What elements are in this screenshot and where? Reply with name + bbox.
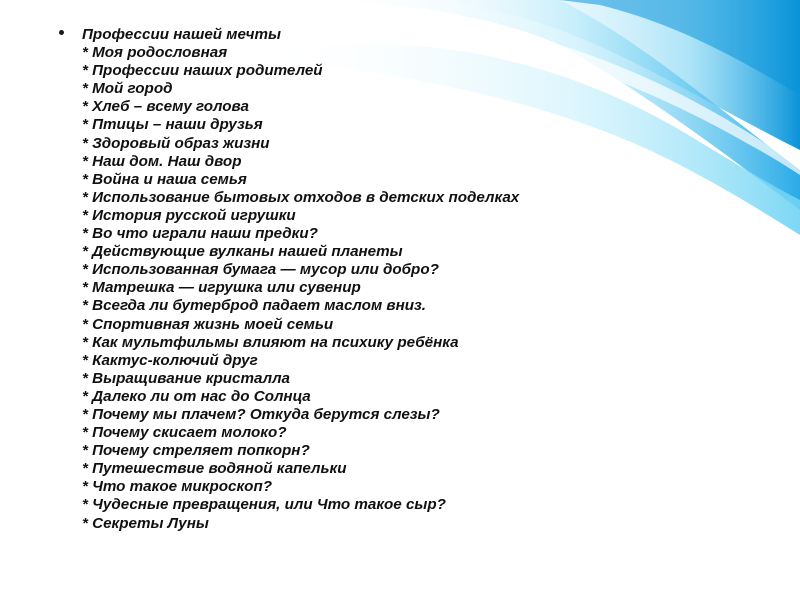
list-item: * Хлеб – всему голова (82, 98, 249, 116)
list-item: * Всегда ли бутерброд падает маслом вниз. (82, 297, 427, 315)
topics-text-block (56, 26, 756, 533)
list-item: * Профессии наших родителей (82, 62, 323, 80)
list-item: * Использование бытовых отходов в детских поделках (82, 188, 520, 206)
list-item: * Птицы – наши друзья (82, 116, 263, 134)
list-item: * Моя родословная (82, 44, 228, 62)
list-item: * Выращивание кристалла (82, 369, 290, 387)
list-item: * Кактус-колючий друг (82, 351, 258, 369)
list-item: * Во что играли наши предки? (82, 225, 318, 243)
list-item: * Чудесные превращения, или Что такое сыр? (82, 496, 446, 514)
list-item: * Матрешка — игрушка или сувенир (82, 279, 361, 297)
list-item: * История русской игрушки (82, 206, 296, 224)
list-item: * Почему стреляет попкорн? (82, 442, 310, 460)
list-item: * Использованная бумага — мусор или добро? (82, 261, 439, 279)
list-item: * Как мультфильмы влияют на психику ребёнка (82, 333, 459, 351)
list-item: * Война и наша семья (82, 170, 247, 188)
list-item: * Действующие вулканы нашей планеты (82, 243, 403, 261)
list-item: * Секреты Луны (82, 514, 209, 532)
list-item: * Что такое микроскоп? (82, 478, 273, 496)
list-item: * Наш дом. Наш двор (82, 152, 242, 170)
list-item: * Мой город (82, 80, 173, 98)
list-item: * Почему скисает молоко? (82, 424, 287, 442)
topics-list (56, 26, 756, 533)
list-item: * Далеко ли от нас до Солнца (82, 387, 311, 405)
list-item: * Почему мы плачем? Откуда берутся слезы? (82, 405, 440, 423)
list-title: Профессии нашей мечты (82, 26, 281, 43)
list-item: * Путешествие водяной капельки (82, 460, 347, 478)
list-item: * Спортивная жизнь моей семьи (82, 315, 334, 333)
list-item: * Здоровый образ жизни (82, 134, 270, 152)
